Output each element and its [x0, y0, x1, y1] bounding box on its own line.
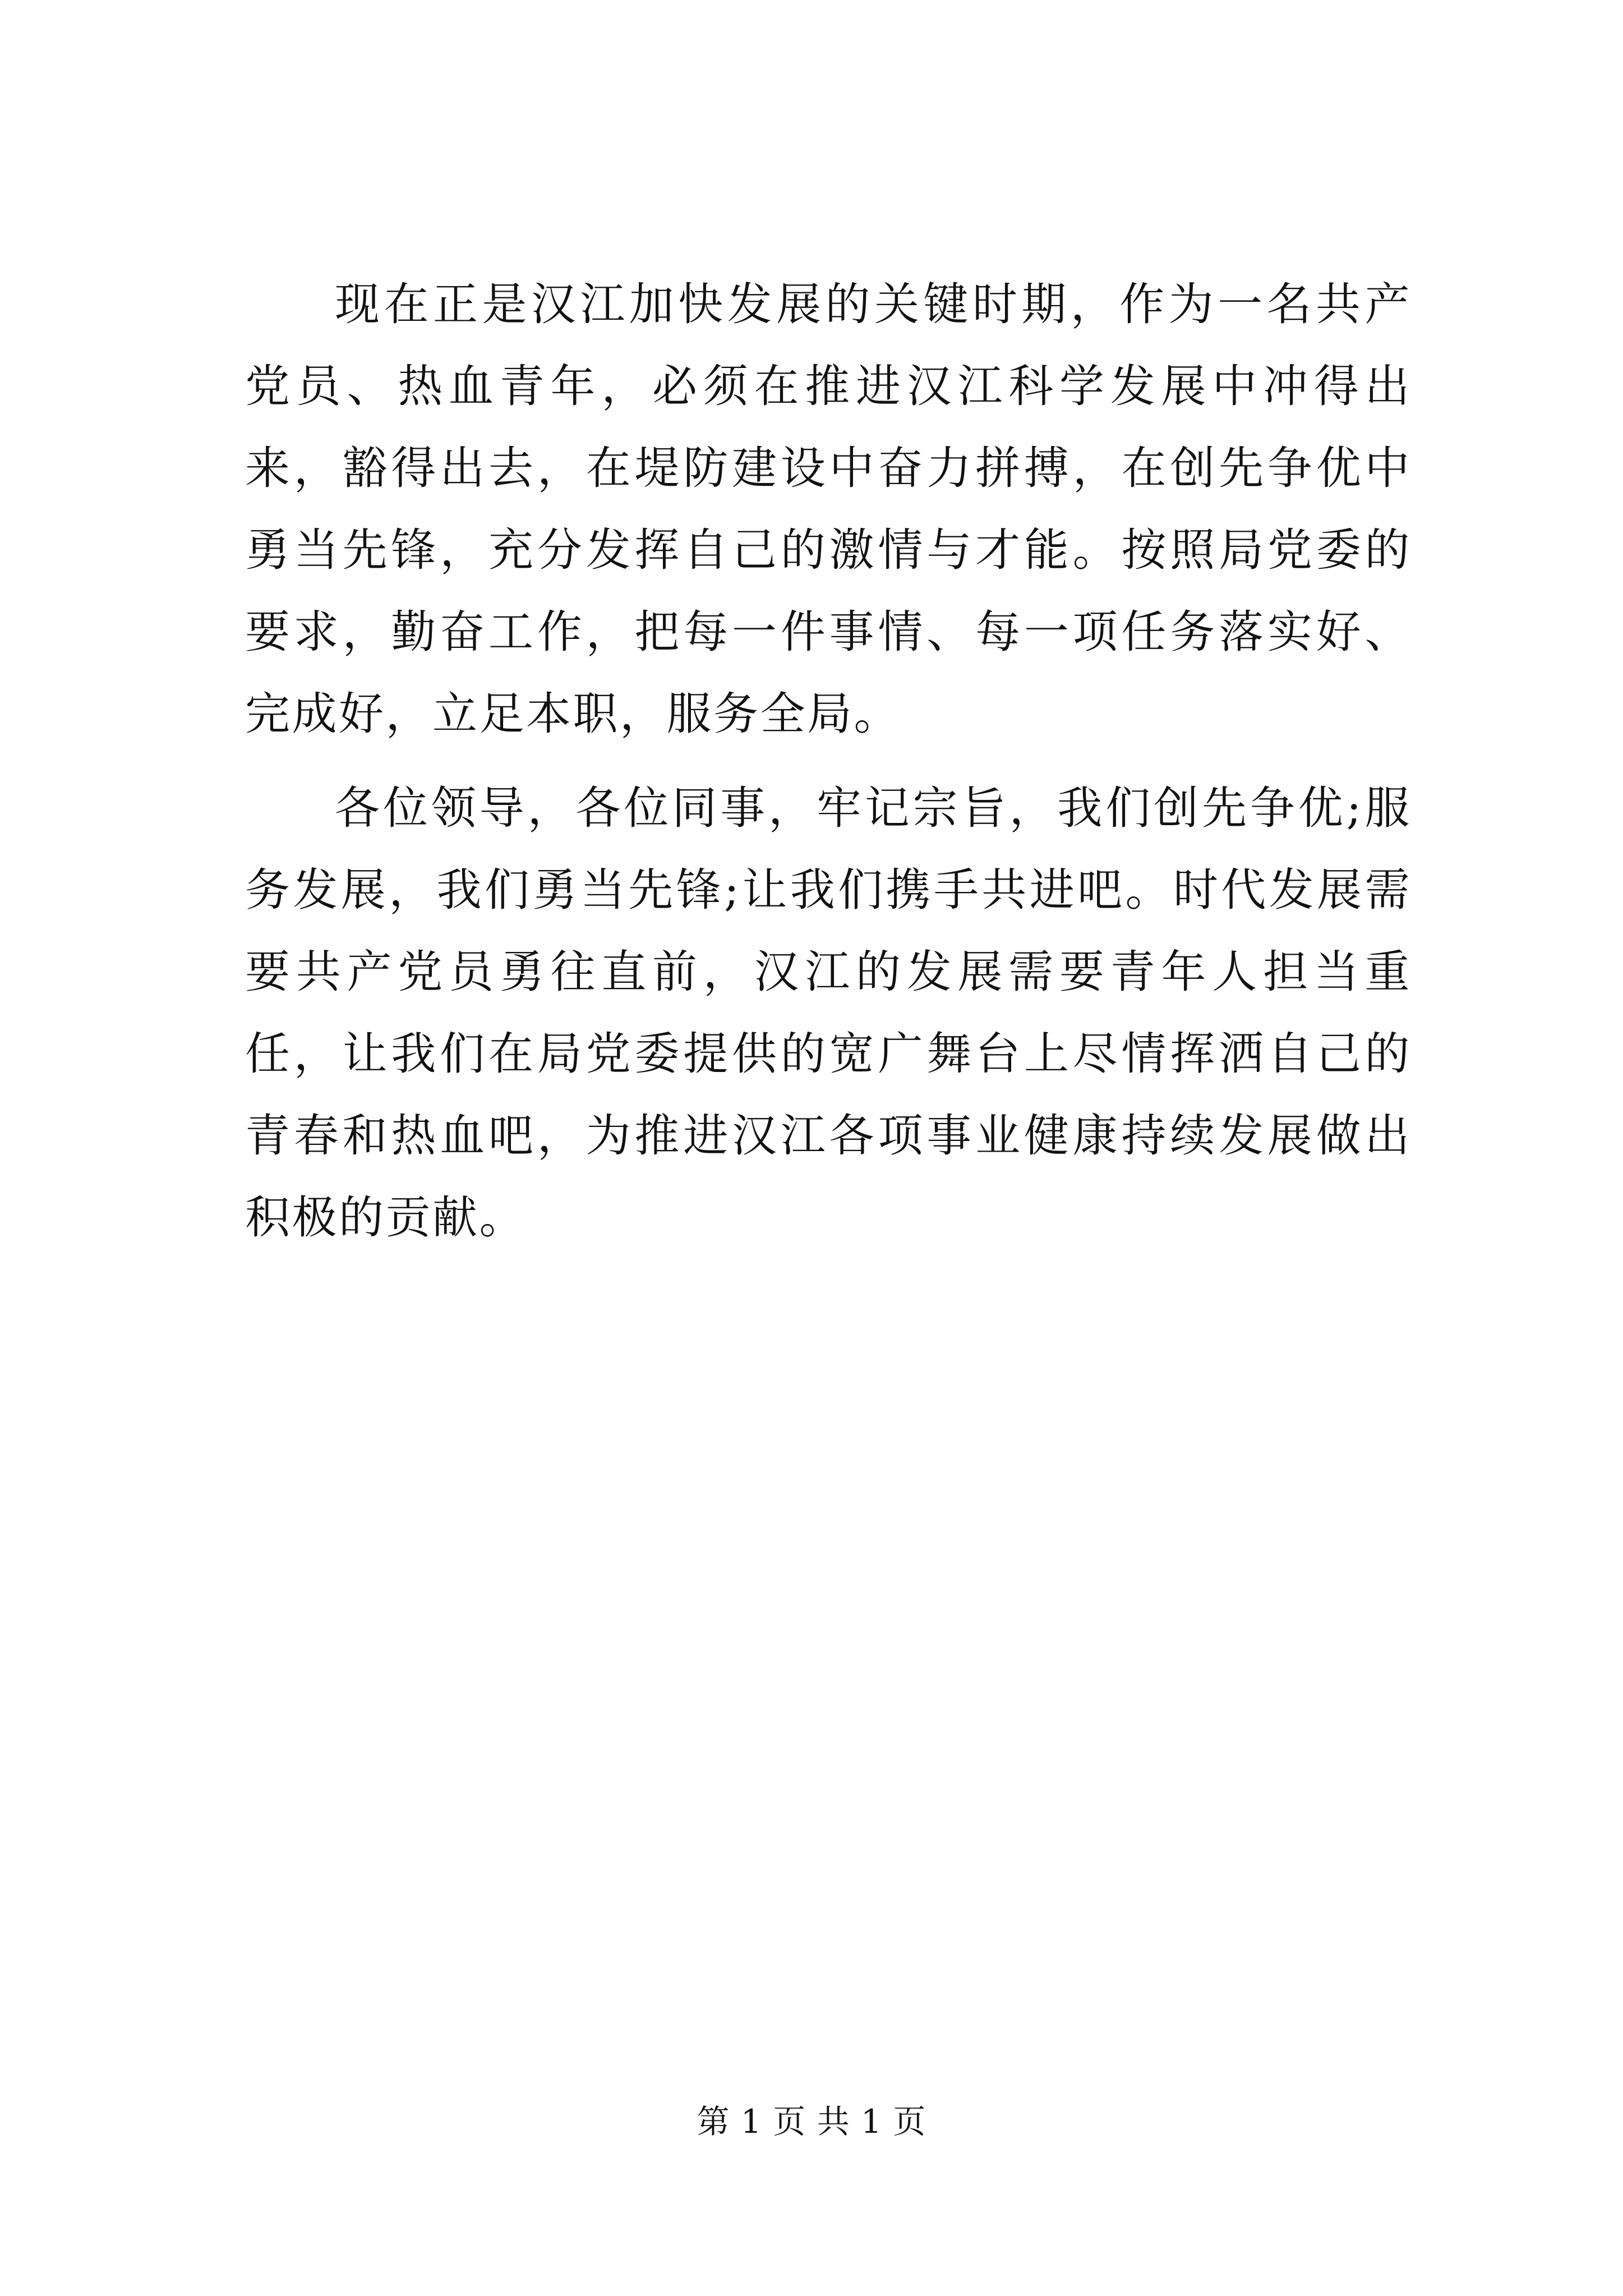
- paragraph-1: 现在正是汉江加快发展的关键时期，作为一名共产党员、热血青年，必须在推进汉江科学发展中冲得出来，豁得出去，在堤防建设中奋力拼搏，在创先争优中勇当先锋，充分发挥自己的激情与才能。按照局党委的要求，勤奋工作，把每一件事情、每一项任务落实好、完成好，立足本职，服务全局。: [245, 278, 1412, 740]
- document-body: [245, 264, 1412, 1271]
- page-footer: 第 1 页 共 1 页: [697, 2102, 926, 2141]
- paragraph-2: 各位领导，各位同事，牢记宗旨，我们创先争优;服务发展，我们勇当先锋;让我们携手共进吧。时代发展需要共产党员勇往直前，汉江的发展需要青年人担当重任，让我们在局党委提供的宽广舞台上尽情挥洒自己的青春和热血吧，为推进汉江各项事业健康持续发展做出积极的贡献。: [245, 782, 1412, 1244]
